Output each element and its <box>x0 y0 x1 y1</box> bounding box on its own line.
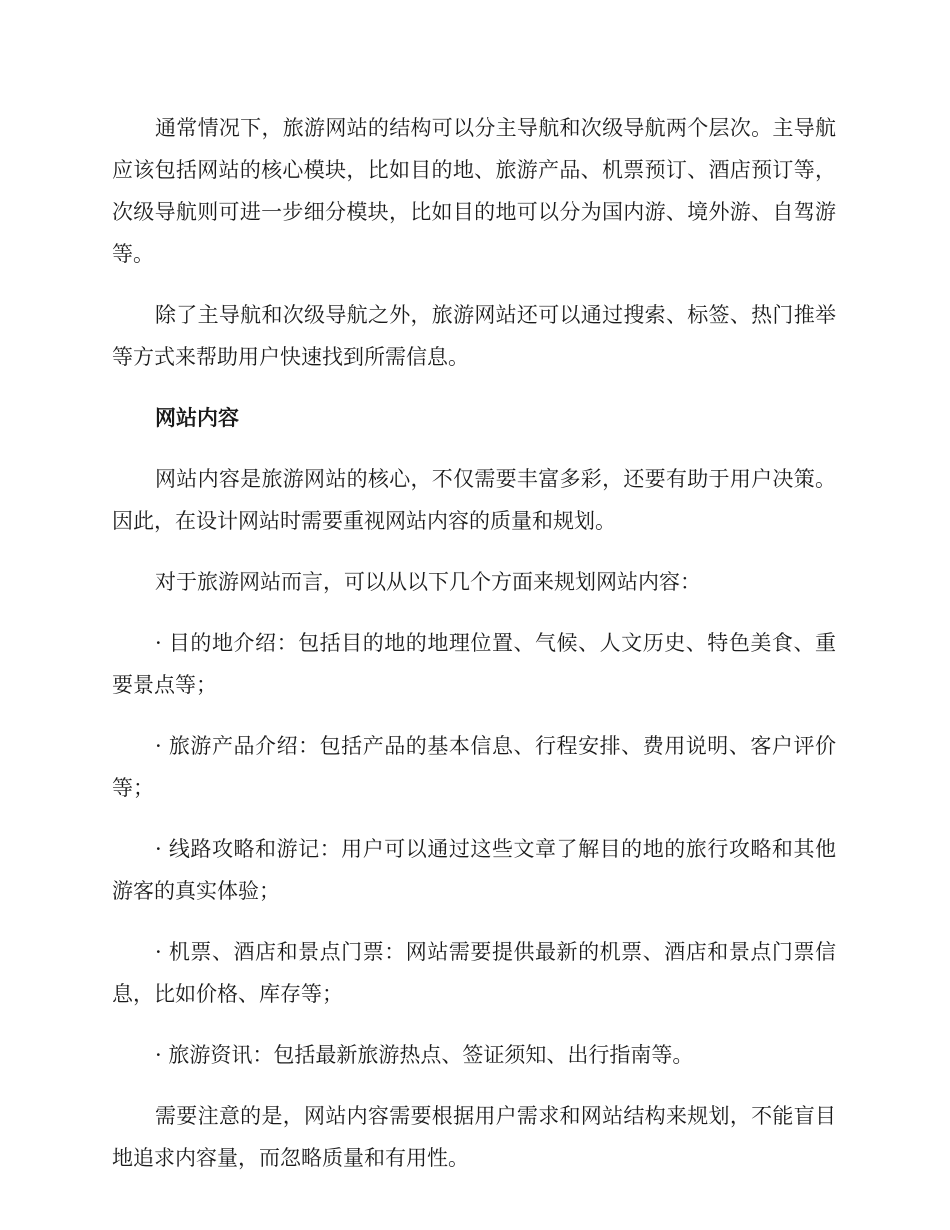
paragraph-closing-note: 需要注意的是，网站内容需要根据用户需求和网站结构来规划，不能盲目地追求内容量，而忽略质量和有用性。 <box>112 1104 836 1170</box>
list-item-travel-news: · 旅游资讯：包括最新旅游热点、签证须知、出行指南等。 <box>155 1043 694 1067</box>
section-heading: 网站内容 <box>155 406 239 430</box>
paragraph-navigation-structure: 通常情况下，旅游网站的结构可以分主导航和次级导航两个层次。主导航应该包括网站的核心模块，比如目的地、旅游产品、机票预订、酒店预订等，次级导航则可进一步细分模块，比如目的地可以分为国内游、境外游、自驾游等。 <box>112 116 836 266</box>
paragraph-content-core: 网站内容是旅游网站的核心，不仅需要丰富多彩，还要有助于用户决策。因此，在设计网站时需要重视网站内容的质量和规划。 <box>112 467 836 533</box>
list-item-destination-intro: · 目的地介绍：包括目的地的地理位置、气候、人文历史、特色美食、重要景点等； <box>112 631 836 697</box>
list-item-tickets-hotels: · 机票、酒店和景点门票：网站需要提供最新的机票、酒店和景点门票信息，比如价格、库存等； <box>112 940 836 1006</box>
paragraph-content-planning-intro: 对于旅游网站而言，可以从以下几个方面来规划网站内容： <box>155 570 701 594</box>
list-item-product-intro: · 旅游产品介绍：包括产品的基本信息、行程安排、费用说明、客户评价等； <box>112 734 836 800</box>
paragraph-search-tags: 除了主导航和次级导航之外，旅游网站还可以通过搜索、标签、热门推举等方式来帮助用户快速找到所需信息。 <box>112 303 836 369</box>
document-page <box>112 107 836 1198</box>
list-item-route-guides: · 线路攻略和游记：用户可以通过这些文章了解目的地的旅行攻略和其他游客的真实体验； <box>112 837 836 903</box>
